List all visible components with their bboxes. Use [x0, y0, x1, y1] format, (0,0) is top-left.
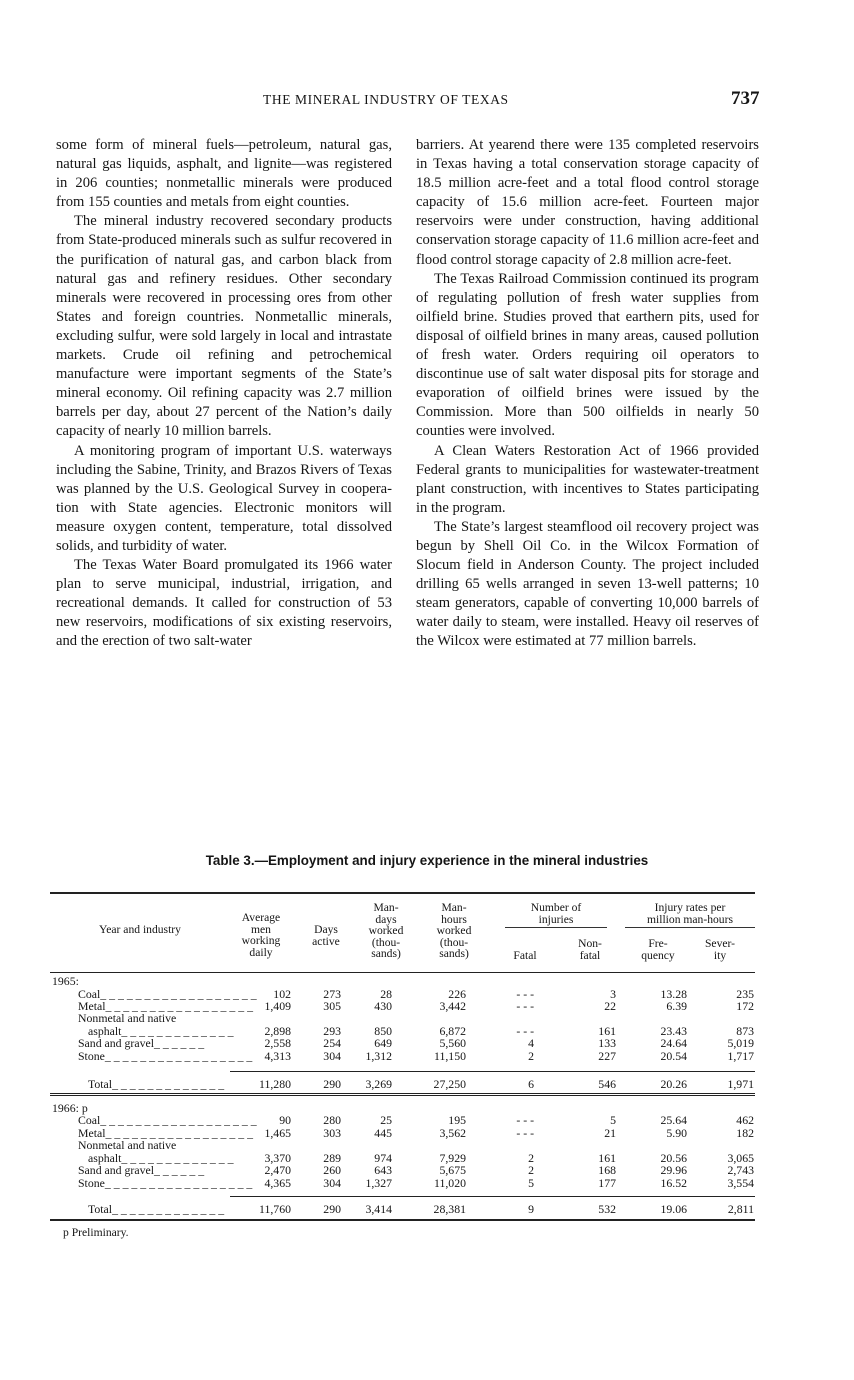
cell-severity: 182	[736, 1126, 754, 1140]
header-man-hours	[424, 902, 484, 960]
header-line: Non-	[578, 937, 602, 950]
cell-man-days: 1,312	[365, 1049, 392, 1063]
cell-days-active: 254	[323, 1036, 341, 1050]
injuries-group-rule	[505, 927, 607, 928]
cell-severity: 873	[736, 1024, 754, 1038]
cell-nonfatal: 227	[598, 1049, 616, 1063]
cell-days-active: 290	[323, 1077, 341, 1091]
header-year-industry: Year and industry	[99, 923, 181, 936]
cell-nonfatal: 5	[610, 1113, 616, 1127]
header-severity	[692, 938, 748, 961]
cell-severity: 2,743	[727, 1163, 754, 1177]
row-label: 1965:	[52, 974, 79, 988]
cell-man-days: 974	[374, 1151, 392, 1165]
cell-man-hours: 3,442	[439, 999, 466, 1013]
row-label: Metal_ _ _ _ _ _ _ _ _ _ _ _ _ _ _ _ _	[78, 999, 253, 1013]
cell-severity: 3,554	[727, 1176, 754, 1190]
cell-fatal: 2	[528, 1049, 534, 1063]
header-average-men	[226, 912, 296, 958]
cell-man-hours: 6,872	[439, 1024, 466, 1038]
cell-average-men: 2,558	[264, 1036, 291, 1050]
row-label: Sand and gravel_ _ _ _ _ _	[78, 1036, 205, 1050]
cell-days-active: 303	[323, 1126, 341, 1140]
cell-man-days: 649	[374, 1036, 392, 1050]
cell-days-active: 260	[323, 1163, 341, 1177]
cell-days-active: 273	[323, 987, 341, 1001]
cell-man-days: 28	[380, 987, 392, 1001]
cell-nonfatal: 21	[604, 1126, 616, 1140]
rates-group-rule	[625, 927, 755, 928]
cell-man-days: 1,327	[365, 1176, 392, 1190]
cell-fatal: 9	[528, 1202, 534, 1216]
cell-frequency: 20.54	[660, 1049, 687, 1063]
cell-fatal: - - -	[516, 1126, 534, 1140]
cell-days-active: 305	[323, 999, 341, 1013]
cell-nonfatal: 546	[598, 1077, 616, 1091]
cell-frequency: 5.90	[666, 1126, 687, 1140]
cell-severity: 3,065	[727, 1151, 754, 1165]
left-column-paragraph: The Texas Water Board promulgated its 1966 water plan to serve municipal, industrial, irrigation, and recreational demands. It called for construction of 53 new reservoirs, modifications of six existing reservoirs, and the erection of two salt-water	[56, 557, 392, 650]
header-line: hours	[441, 912, 467, 926]
right-column-paragraph: The State’s largest steamflood oil recovery project was begun by Shell Oil Co. in the Wilcox Formation of Slocum field in Anderson County. The project included drilling 65 wells arranged in seven 13-well patterns; 10 steam generators, capable of converting 10,000 barrels of water daily to steam, were installed. Heavy oil reserves of the Wilcox were estimated at 77 million barrels.	[416, 518, 759, 650]
table-row	[50, 1050, 755, 1063]
cell-man-hours: 27,250	[433, 1077, 466, 1091]
cell-man-days: 643	[374, 1163, 392, 1177]
header-line: Fre-	[648, 937, 668, 950]
cell-days-active: 280	[323, 1113, 341, 1127]
header-nonfatal	[568, 938, 612, 961]
header-line: (thou-	[439, 935, 469, 949]
table-row	[50, 1203, 755, 1216]
page-number: 737	[731, 88, 760, 109]
running-header	[0, 88, 854, 112]
cell-man-hours: 226	[448, 987, 466, 1001]
cell-nonfatal: 133	[598, 1036, 616, 1050]
cell-days-active: 290	[323, 1202, 341, 1216]
cell-man-days: 850	[374, 1024, 392, 1038]
cell-days-active: 293	[323, 1024, 341, 1038]
right-column-paragraph: barriers. At yearend there were 135 completed reservoirs in Texas having a total conservation storage capacity of 18.5 million acre-feet and a total flood control storage capacity of 15.6 million acre-feet. Fourteen major reservoirs were under construction, having additional conservation storage capacity of 11.6 million acre-feet and flood control storage capacity of 2.8 million acre-feet.	[416, 137, 759, 268]
header-days-active	[300, 924, 352, 947]
table-row	[50, 1177, 755, 1190]
cell-days-active: 289	[323, 1151, 341, 1165]
cell-severity: 5,019	[727, 1036, 754, 1050]
cell-man-hours: 11,150	[433, 1049, 466, 1063]
cell-average-men: 1,409	[264, 999, 291, 1013]
header-line: daily	[249, 945, 273, 959]
cell-severity: 2,811	[727, 1202, 754, 1216]
cell-fatal: 6	[528, 1077, 534, 1091]
cell-man-days: 3,269	[365, 1077, 392, 1091]
cell-fatal: - - -	[516, 999, 534, 1013]
row-label: Coal_ _ _ _ _ _ _ _ _ _ _ _ _ _ _ _ _ _	[78, 1113, 257, 1127]
cell-man-hours: 28,381	[433, 1202, 466, 1216]
cell-frequency: 24.64	[660, 1036, 687, 1050]
cell-severity: 1,717	[727, 1049, 754, 1063]
cell-average-men: 102	[273, 987, 291, 1001]
header-line: Sever-	[704, 937, 736, 950]
header-line: Days	[314, 923, 338, 936]
header-line: Man-	[441, 901, 467, 914]
row-label: Nonmetal and native	[78, 1138, 177, 1152]
cell-average-men: 3,370	[264, 1151, 291, 1165]
cell-frequency: 29.96	[660, 1163, 687, 1177]
cell-man-hours: 5,560	[439, 1036, 466, 1050]
header-line: Man-	[373, 901, 399, 914]
cell-man-days: 430	[374, 999, 392, 1013]
cell-nonfatal: 161	[598, 1024, 616, 1038]
header-line: Number of	[530, 901, 582, 914]
header-line: quency	[641, 948, 675, 962]
cell-frequency: 6.39	[666, 999, 687, 1013]
cell-man-hours: 7,929	[439, 1151, 466, 1165]
cell-frequency: 23.43	[660, 1024, 687, 1038]
cell-man-days: 445	[374, 1126, 392, 1140]
cell-severity: 235	[736, 987, 754, 1001]
cell-fatal: - - -	[516, 987, 534, 1001]
row-label: Sand and gravel_ _ _ _ _ _	[78, 1163, 205, 1177]
cell-nonfatal: 168	[598, 1163, 616, 1177]
right-column-paragraph: The Texas Railroad Commission continued its program of regulating pollution of fresh water supplies from oilfield brine. Studies proved that earthern pits, used for disposal of oilfield brines in many areas, caused pollution of fresh water. Orders requiring oil operators to discontinue use of salt water disposal pits for storage and evaporation of oilfield brines were issued by the Commission. More than 500 oilfields in nearly 50 counties were involved.	[416, 270, 759, 440]
header-line: sands)	[371, 947, 401, 961]
header-man-days	[356, 902, 416, 960]
row-label: Total_ _ _ _ _ _ _ _ _ _ _ _ _	[88, 1202, 225, 1216]
table-top-rule	[50, 892, 755, 894]
left-column-paragraph: A monitoring program of important U.S. waterways including the Sabine, Trinity, and Brazos Rivers of Texas was planned by the U.S. Geological Survey in cooperation with State agencies. Electronic monitors will measure oxygen content, temperature, total dissolved solids, and turbidity of water.	[56, 442, 392, 554]
header-line: fatal	[579, 948, 601, 962]
cell-fatal: - - -	[516, 1024, 534, 1038]
cell-nonfatal: 3	[610, 987, 616, 1001]
row-label: Total_ _ _ _ _ _ _ _ _ _ _ _ _	[88, 1077, 225, 1091]
header-line: injuries	[538, 912, 574, 926]
row-label: Stone_ _ _ _ _ _ _ _ _ _ _ _ _ _ _ _ _	[78, 1049, 253, 1063]
cell-severity: 1,971	[727, 1077, 754, 1091]
cell-man-hours: 11,020	[433, 1176, 466, 1190]
cell-nonfatal: 532	[598, 1202, 616, 1216]
header-injury-rates	[625, 902, 755, 925]
row-label: asphalt_ _ _ _ _ _ _ _ _ _ _ _ _	[88, 1024, 234, 1038]
table-footnote: p Preliminary.	[63, 1226, 129, 1239]
header-line: (thou-	[371, 935, 401, 949]
cell-man-hours: 195	[448, 1113, 466, 1127]
cell-frequency: 16.52	[660, 1176, 687, 1190]
row-label: Coal_ _ _ _ _ _ _ _ _ _ _ _ _ _ _ _ _ _	[78, 987, 257, 1001]
table-title: Table 3.—Employment and injury experience in the mineral industries	[205, 853, 649, 868]
cell-fatal: 2	[528, 1151, 534, 1165]
header-line: men	[251, 922, 271, 936]
subtotal-rule-1966	[230, 1196, 755, 1197]
cell-fatal: 4	[528, 1036, 534, 1050]
row-label: Metal_ _ _ _ _ _ _ _ _ _ _ _ _ _ _ _ _	[78, 1126, 253, 1140]
cell-frequency: 13.28	[660, 987, 687, 1001]
cell-average-men: 11,760	[258, 1202, 291, 1216]
cell-average-men: 1,465	[264, 1126, 291, 1140]
cell-man-days: 3,414	[365, 1202, 392, 1216]
row-label: Stone_ _ _ _ _ _ _ _ _ _ _ _ _ _ _ _ _	[78, 1176, 253, 1190]
cell-fatal: - - -	[516, 1113, 534, 1127]
cell-nonfatal: 22	[604, 999, 616, 1013]
cell-man-hours: 5,675	[439, 1163, 466, 1177]
header-line: ity	[713, 948, 727, 962]
cell-days-active: 304	[323, 1176, 341, 1190]
cell-nonfatal: 177	[598, 1176, 616, 1190]
cell-man-days: 25	[380, 1113, 392, 1127]
header-line: Injury rates per	[654, 901, 726, 914]
header-line: sands)	[439, 947, 469, 961]
left-text-column	[56, 136, 392, 652]
cell-average-men: 2,898	[264, 1024, 291, 1038]
row-label: Nonmetal and native	[78, 1011, 177, 1025]
cell-frequency: 19.06	[660, 1202, 687, 1216]
cell-severity: 172	[736, 999, 754, 1013]
running-title: THE MINERAL INDUSTRY OF TEXAS	[263, 92, 509, 107]
right-column-paragraph: A Clean Waters Restoration Act of 1966 provided Federal grants to municipalities for wastewater-treatment plant construction, with incentives to States participating in the program.	[416, 442, 759, 516]
section-separator-rule	[50, 1093, 755, 1096]
header-line: worked	[436, 924, 472, 938]
header-line: worked	[368, 924, 404, 938]
cell-fatal: 5	[528, 1176, 534, 1190]
header-line: days	[375, 912, 397, 926]
row-label: asphalt_ _ _ _ _ _ _ _ _ _ _ _ _	[88, 1151, 234, 1165]
right-text-column	[416, 136, 759, 652]
header-line: active	[312, 934, 340, 948]
header-frequency	[630, 938, 686, 961]
table-row	[50, 1078, 755, 1091]
cell-man-hours: 3,562	[439, 1126, 466, 1140]
cell-days-active: 304	[323, 1049, 341, 1063]
table-bottom-rule	[50, 1219, 755, 1221]
header-bottom-rule	[50, 972, 755, 973]
header-line: Average	[241, 911, 281, 924]
cell-average-men: 4,313	[264, 1049, 291, 1063]
cell-severity: 462	[736, 1113, 754, 1127]
header-number-of-injuries	[505, 902, 607, 925]
left-column-paragraph: The mineral industry recovered secondary products from State-produced minerals such as sulfur recovered in the purification of natural gas, and carbon black from natural gas and refinery residues. Other secondary minerals were recovered in processing ores from other States and foreign countries. Nonmetallic minerals, excluding sulfur, were sold largely in local and intrastate markets. Crude oil refining and petrochemical manufacture were important segments of the State’s mineral economy. Oil refining capacity was 2.7 million barrels per day, about 27 percent of the Nation’s daily capacity of nearly 10 million barrels.	[56, 213, 392, 440]
cell-average-men: 11,280	[258, 1077, 291, 1091]
cell-fatal: 2	[528, 1163, 534, 1177]
cell-average-men: 90	[279, 1113, 291, 1127]
header-line: working	[241, 934, 281, 948]
cell-nonfatal: 161	[598, 1151, 616, 1165]
header-line: million man-hours	[647, 912, 733, 926]
cell-frequency: 25.64	[660, 1113, 687, 1127]
subtotal-rule-1965	[230, 1071, 755, 1072]
left-column-paragraph: some form of mineral fuels—petroleum, natural gas, natural gas liquids, asphalt, and lignite—was registered in 206 counties; nonmetallic minerals were produced from 155 counties and metals from eight counties.	[56, 137, 392, 211]
cell-average-men: 2,470	[264, 1163, 291, 1177]
cell-average-men: 4,365	[264, 1176, 291, 1190]
row-label: 1966: p	[52, 1101, 88, 1115]
cell-frequency: 20.26	[660, 1077, 687, 1091]
header-fatal: Fatal	[513, 949, 537, 962]
cell-frequency: 20.56	[660, 1151, 687, 1165]
